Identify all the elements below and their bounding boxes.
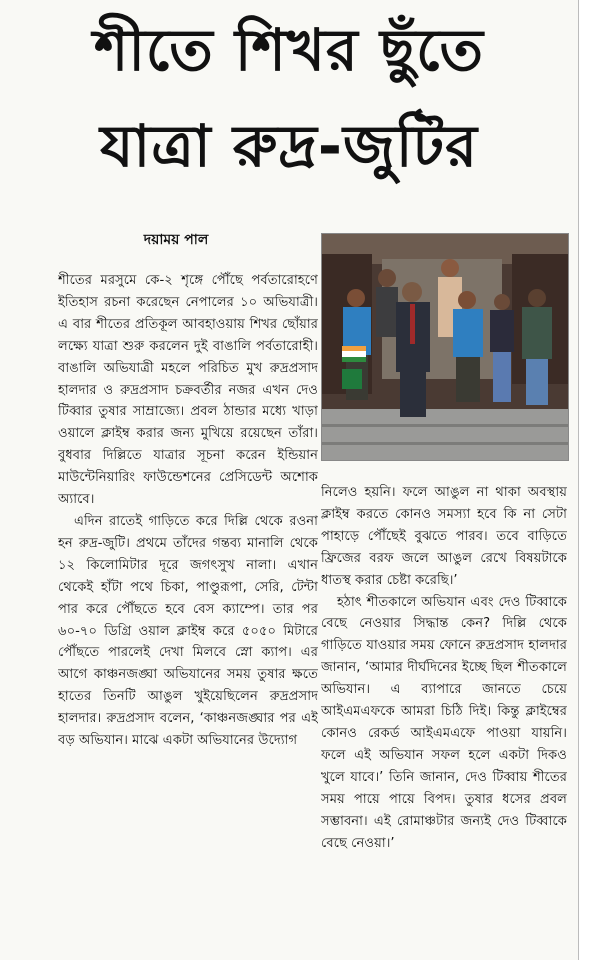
person-head xyxy=(402,282,422,302)
photo-steps xyxy=(322,409,568,460)
blue-jacket xyxy=(453,309,483,357)
person-body xyxy=(376,287,398,337)
page-edge xyxy=(578,0,616,960)
person-body xyxy=(522,307,552,359)
person-head xyxy=(528,289,546,307)
person-head xyxy=(347,289,365,307)
person-legs xyxy=(400,372,426,417)
person-head xyxy=(378,269,396,287)
byline: দয়াময় পাল xyxy=(143,232,209,248)
person-legs xyxy=(493,352,511,402)
person-head xyxy=(441,259,459,277)
paragraph: এদিন রাতেই গাড়িতে করে দিল্লি থেকে রওনা হন রুদ্র-জুটি। প্রথমে তাঁদের গন্তব্য মানালি থেকে ১২ কিলোমিটার দূরে জগৎসুখ নালা। এখান থেকেই হাঁটা পথে চিকা, পাণ্ডুরূপা, সেরি, টেন্টা পার করে পৌঁছতে হবে বেস ক্যাম্পে। তার পর ৬০-৭০ ডিগ্রি ওয়াল ক্লাইম্ব করে ৫০৫০ মিটারে পৌঁছতে পারলেই দেখা মিলবে স্নো ক্যাপ। এর আগে কাঞ্চনজঙ্ঘা অভিযানের সময় তুষার ক্ষতে হাতের তিনটি আঙুল খুইয়েছিলেন রুদ্রপ্রসাদ হালদার। রুদ্রপ্রসাদ বলেন, ‘কাঞ্চনজঙ্ঘার পর এই বড় অভিযান। মাঝে একটা অভিযানের উদ্যোগ xyxy=(58,513,318,749)
paragraph: নিলেও হয়নি। ফলে আঙুল না থাকা অবস্থায় ক্লাইম্ব করতে কোনও সমস্যা হবে কি না সেটা পাহাড়ে পৌঁছেই বুঝতে পারব। তবে বাড়িতে ফ্রিজের বরফ জলে আঙুল রেখে বিষয়টাকে ধাতস্থ করার চেষ্টা করেছি।’ xyxy=(321,485,567,588)
person-body xyxy=(490,310,514,352)
headline-line-2: যাত্রা রুদ্র-জুটির xyxy=(100,112,478,180)
article-column-2 xyxy=(321,482,567,955)
paragraph: হঠাৎ শীতকালে অভিযান এবং দেও টিব্বাকে বেছে নেওয়ার সিদ্ধান্ত কেন? দিল্লি থেকে গাড়িতে যাওয়ার সময় ফোনে রুদ্রপ্রসাদ হালদার জানান, ‘আমার দীর্ঘদিনের ইচ্ছে ছিল শীতকালে অভিযান। এ ব্যাপারে জানতে চেয়ে আইএমএফকে আমরা চিঠি দিই। কিন্তু ক্লাইম্বের কোনও রেকর্ড আইএমএফে পাওয়া যায়নি। ফলে এই অভিযান সফল হলে একটা দিকও খুলে যাবে।’ তিনি জানান, দেও টিব্বায় শীতের সময় পায়ে পায়ে বিপদ। তুষার ধসের প্রবল সম্ভাবনা। এই রোমাঞ্চটার জন্যই দেও টিব্বাকে বেছে নেওয়া।’ xyxy=(321,594,567,851)
person-head xyxy=(494,294,510,310)
tie xyxy=(410,304,415,344)
green-flag-icon xyxy=(342,369,362,389)
person-head xyxy=(458,291,476,309)
photo-illustration xyxy=(322,234,568,460)
paragraph: শীতের মরসুমে কে-২ শৃঙ্গে পৌঁছে পর্বতারোহণে ইতিহাস রচনা করেছেন নেপালের ১০ অভিযাত্রী। এ বার শীতের প্রতিকূল আবহাওয়ায় শিখর ছোঁয়ার লক্ষ্যে যাত্রা শুরু করলেন দুই বাঙালি পর্বতারোহী। বাঙালি অভিযাত্রী মহলে পরিচিত মুখ রুদ্রপ্রসাদ হালদার ও রুদ্রপ্রসাদ চক্রবর্তীর নজর এখন দেও টিব্বার তুষার সাম্রাজ্যে। প্রবল ঠান্ডার মধ্যে খাড়া ওয়ালে ক্লাইম্ব করার জন্য মুখিয়ে রয়েছেন তাঁরা। বুধবার দিল্লিতে যাত্রার সূচনা করেন ইন্ডিয়ান মাউন্টেনিয়ারিং ফাউন্ডেশনের প্রেসিডেন্ট অশোক অ্যাবে। xyxy=(58,273,318,508)
person-legs xyxy=(456,357,480,402)
headline-line-1: শীতে শিখর ছুঁতে xyxy=(94,16,484,84)
article-column-1 xyxy=(58,270,318,955)
person-legs xyxy=(526,359,548,405)
team-photo xyxy=(321,233,569,461)
